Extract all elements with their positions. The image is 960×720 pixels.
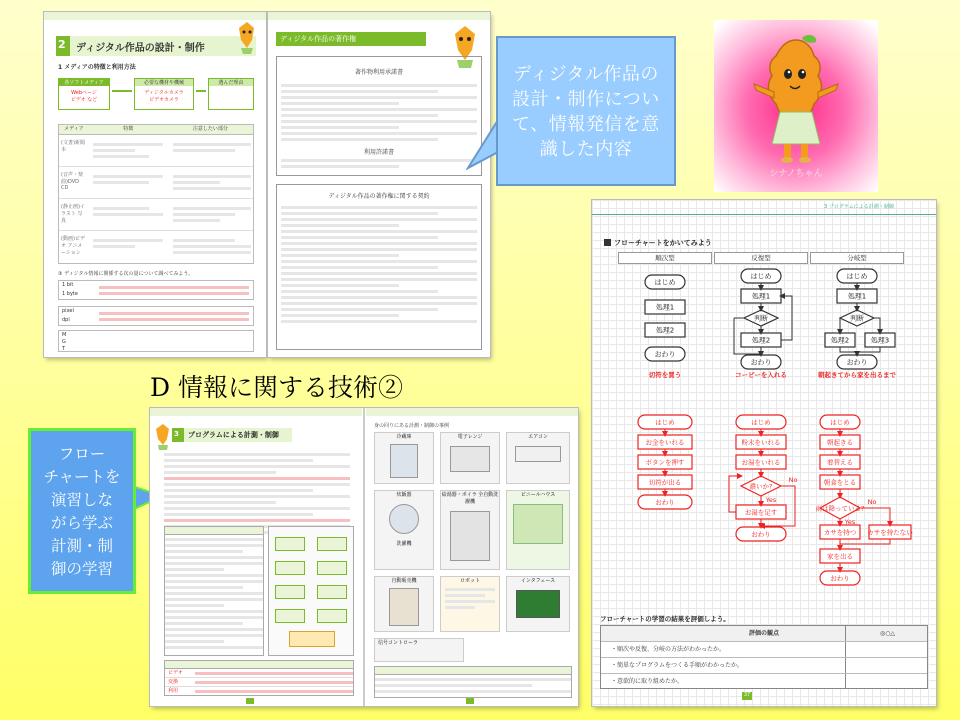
- morning-yes-label: Yes: [844, 518, 856, 526]
- flowchart-title: フローチャートをかいてみよう: [604, 238, 712, 248]
- ticket-node: おわり: [655, 498, 675, 507]
- flow-arrow: [860, 508, 890, 524]
- evaluation-table: 評価の観点 ◎○△ ・順次や反復、分岐の方法がわかったか。 ・簡単なプログラムをつくる手順がわかったか。 ・意欲的に取り組めたか。: [600, 625, 928, 689]
- reason-box: 選んだ理由: [208, 78, 254, 110]
- morning-node: カサを持たない: [867, 528, 913, 537]
- ticket-node: ボタンを押す: [645, 458, 685, 467]
- morning-node: はじめ: [830, 418, 850, 427]
- morning-node: 着替える: [827, 458, 853, 467]
- seq-node: 処理1: [655, 303, 675, 312]
- flow-arrow: [857, 347, 880, 352]
- coffee-no-label: No: [788, 476, 798, 484]
- flow-arrow: [874, 318, 880, 332]
- coffee-node: お湯を足す: [744, 508, 778, 517]
- units-table-c: M G T: [58, 330, 254, 352]
- column-header-branch: 分岐型: [810, 252, 904, 264]
- section-title: 2 ディジタル作品の設計・制作: [56, 36, 256, 56]
- morning-no-label: No: [867, 498, 877, 506]
- column-header-repeat: 反復型: [714, 252, 808, 264]
- morning-node: カサを持つ: [823, 528, 857, 537]
- flow-arrow: [840, 539, 890, 544]
- branch-node: 処理3: [870, 336, 890, 345]
- spread-right-title: 身の回りにある計測・制御の事例: [374, 423, 450, 429]
- device-gallery: 冷蔵庫 電子レンジ エアコン 炊飯器 洗濯機 給湯器・ボイラ 全自動洗濯機 ビニールハウス 自動販売機 ロボット インタフェース 信号コントローラ: [374, 432, 572, 662]
- spine: [363, 408, 365, 706]
- morning-node: 朝食をとる: [823, 478, 857, 487]
- mascot-small-icon: [234, 20, 260, 56]
- evaluation-title: フローチャートの学習の結果を評価しよう。: [600, 615, 730, 623]
- mascot-image: [714, 20, 878, 192]
- mascot-shinano-icon: [744, 34, 848, 166]
- spread-bottom-table: ビデオ 変換 利用: [164, 660, 354, 696]
- caption-make-coffee: コーピーを入れる: [735, 371, 787, 379]
- branch-node: 判断: [850, 314, 864, 323]
- equipment-box: 必要な機材や機械 ディジタルカメラ ビデオカメラ: [134, 78, 194, 110]
- coffee-node: はじめ: [751, 418, 771, 427]
- rep-node: 判断: [754, 314, 768, 323]
- subheading: ③ ディジタル情報に関係する次の量について調べてみよう。: [58, 271, 194, 277]
- ticket-node: はじめ: [655, 418, 675, 427]
- page-breadcrumb: 3 プログラムによる計測・制御: [824, 204, 894, 210]
- flowchart-diagrams: [592, 264, 936, 610]
- ticket-node: 切符が出る: [648, 478, 682, 487]
- morning-node: 家を出る: [827, 552, 853, 561]
- callout-design-note: ディジタル作品の 設計・制作につい て、情報発信を意 識した内容: [496, 36, 676, 186]
- morning-node: おわり: [830, 574, 850, 583]
- flow-arrow: [781, 296, 792, 340]
- arrow: [196, 90, 206, 92]
- slide-heading: D 情報に関する技術②: [150, 373, 403, 402]
- branch-node: はじめ: [846, 272, 868, 281]
- branch-node: 処理1: [847, 292, 867, 301]
- rep-node: 処理1: [751, 292, 771, 301]
- spread-table: [164, 526, 264, 656]
- units-table-b: pixel dpi: [58, 306, 254, 326]
- coffee-node: 濃いか?: [749, 482, 773, 491]
- coffee-yes-label: Yes: [765, 496, 777, 504]
- caption-morning-routine: 朝起きてから家を出るまで: [818, 371, 896, 379]
- mascot-small-icon: [152, 422, 174, 452]
- media-table: メディア 特徴 注意したい部分 (文書)新聞 本 (音声・楽曲)DVD CD (静止画)イラスト 写真 (動画)ビデオ アニメーション: [58, 124, 254, 264]
- rep-node: 処理2: [751, 336, 771, 345]
- coffee-node: おわり: [751, 530, 771, 539]
- media-box: 各ソフトメディア Webページ ビデオ など: [58, 78, 110, 110]
- seq-node: はじめ: [654, 278, 676, 287]
- branch-node: おわり: [846, 358, 868, 367]
- worksheet-digital-design-page: [44, 12, 266, 357]
- units-table-a: 1 bit 1 byte: [58, 280, 254, 300]
- rep-node: はじめ: [750, 272, 772, 281]
- morning-node: 雨は降っている?: [815, 504, 865, 513]
- arrow: [112, 90, 132, 92]
- callout-measurement-note: フロー チャートを 演習しな がら学ぶ 計測・制 御の学習: [28, 428, 136, 594]
- flowchart-worksheet-page: [592, 200, 936, 706]
- consent-form: 著作物利用承諾書 利用許諾書: [276, 56, 482, 176]
- flow-arrow: [840, 347, 857, 354]
- coffee-node: お湯をいれる: [741, 458, 781, 467]
- worksheet-copyright-page: [268, 12, 490, 357]
- column-header-sequence: 順次型: [618, 252, 712, 264]
- ticket-node: お金をいれる: [645, 438, 685, 447]
- page-number: 37: [743, 692, 751, 698]
- spread-section-title: 3 プログラムによる計測・制御: [172, 428, 292, 442]
- spread-eval-table: [374, 666, 572, 698]
- subheading: 1 メディアの特徴と利用方法: [58, 64, 136, 71]
- textbook-spread: [150, 408, 578, 706]
- contract-form: ディジタル作品の著作権に関する契約: [276, 184, 482, 350]
- section-header: ディジタル作品の著作権: [276, 32, 426, 46]
- coffee-node: 粉末をいれる: [741, 438, 781, 447]
- branch-node: 処理2: [830, 336, 850, 345]
- rep-node: おわり: [750, 358, 772, 367]
- seq-node: おわり: [654, 350, 676, 359]
- spread-diagram: [268, 526, 354, 656]
- caption-buy-ticket: 切符を買う: [648, 371, 682, 379]
- morning-node: 朝起きる: [827, 438, 853, 447]
- mascot-name: シナノちゃん: [769, 169, 823, 179]
- seq-node: 処理2: [655, 326, 675, 335]
